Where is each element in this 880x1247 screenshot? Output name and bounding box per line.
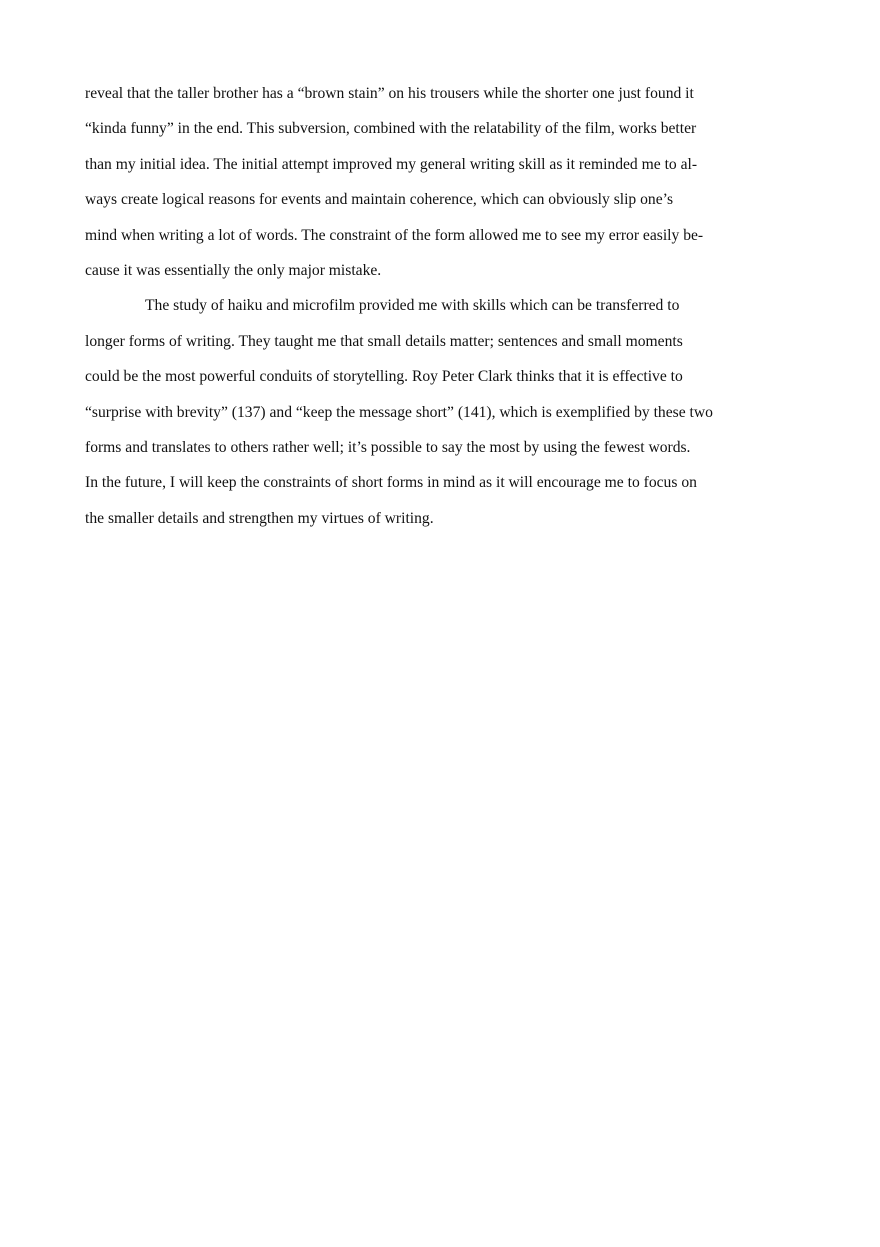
body-text	[85, 81, 765, 541]
text-line: In the future, I will keep the constraints of short forms in mind as it will encourage me to focus on	[85, 474, 697, 492]
paragraph	[85, 293, 765, 541]
text-line: longer forms of writing. They taught me that small details matter; sentences and small moments	[85, 332, 683, 350]
text-line: cause it was essentially the only major mistake.	[85, 261, 382, 279]
text-line: the smaller details and strengthen my virtues of writing.	[85, 509, 434, 527]
text-line: ways create logical reasons for events and maintain coherence, which can obviously slip one’s	[85, 191, 674, 209]
text-line: “kinda funny” in the end. This subversion, combined with the relatability of the film, works better	[85, 120, 697, 138]
text-line: than my initial idea. The initial attempt improved my general writing skill as it reminded me to al-	[85, 155, 698, 173]
text-line: reveal that the taller brother has a “brown stain” on his trousers while the shorter one just found it	[85, 85, 694, 102]
text-line: forms and translates to others rather well; it’s possible to say the most by using the fewest words.	[85, 438, 691, 456]
text-line: “surprise with brevity” (137) and “keep the message short” (141), which is exemplified by these two	[85, 403, 713, 421]
text-line: The study of haiku and microfilm provided me with skills which can be transferred to	[145, 297, 680, 315]
text-line: mind when writing a lot of words. The constraint of the form allowed me to see my error easily be-	[85, 226, 704, 244]
text-line: could be the most powerful conduits of storytelling. Roy Peter Clark thinks that it is effective to	[85, 368, 683, 386]
paragraph	[85, 81, 765, 293]
